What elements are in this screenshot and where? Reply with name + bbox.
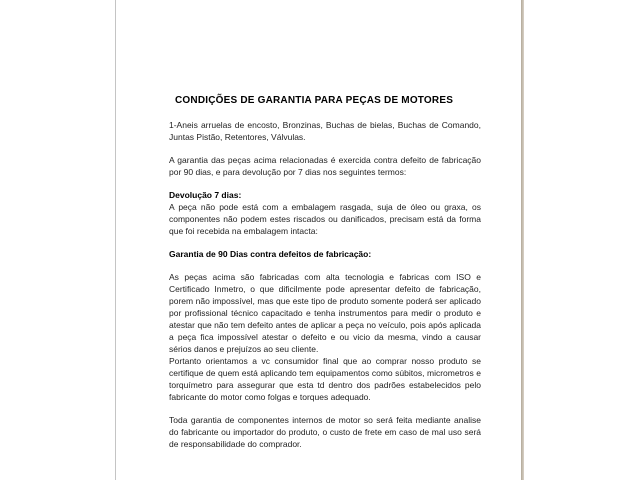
page-right-border [521, 0, 524, 480]
section-garantia-body-2: Portanto orientamos a vc consumidor final que ao comprar nosso produto se certifique de quem está aplicando tem equipamentos como súbitos, micrometros e torquímetro para assegurar que esta td dentro dos padrões estabelecidos pelo fabricante do motor como folgas e torques adequado. [169, 356, 481, 402]
page-left-border [115, 0, 116, 480]
section-heading-devolucao: Devolução 7 dias: [169, 190, 242, 200]
closing-note-paragraph: Toda garantia de componentes internos de motor so será feita mediante analise do fabricante ou importador do produto, o custo de frete em caso de mal uso será de responsabilidade do comprador. [169, 415, 481, 449]
section-garantia-90-dias [169, 248, 481, 403]
parts-list-paragraph: 1-Aneis arruelas de encosto, Bronzinas, Buchas de bielas, Buchas de Comando, Juntas Pistão, Retentores, Válvulas. [169, 120, 481, 142]
document-content [169, 95, 481, 450]
warranty-terms-intro-paragraph: A garantia das peças acima relacionadas é exercida contra defeito de fabricação por 90 dias, e para devolução por 7 dias nos seguintes termos: [169, 155, 481, 177]
section-garantia-body-1: As peças acima são fabricadas com alta tecnologia e fabricas com ISO e Certificado Inmetro, o que dificilmente pode apresentar defeito de fabricação, porem não impossível, mas que este tipo de produto somente poderá ser aplicado por profissional técnico capacitado e tenha instrumentos para medir o produto e atestar que não tem defeito antes de aplicar a peça no veículo, pois após aplicada a peça fica impossível atestar o defeito e ou vicio da mesma, vindo a causar sérios danos e prejuízos ao seu cliente. [169, 272, 481, 354]
section-devolucao-7-dias [169, 189, 481, 237]
section-devolucao-body: A peça não pode está com a embalagem rasgada, suja de óleo ou graxa, os componentes não podem estes riscados ou danificados, precisam está da forma que foi recebida na embalagem intacta: [169, 202, 481, 236]
document-title: CONDIÇÕES DE GARANTIA PARA PEÇAS DE MOTORES [175, 95, 454, 106]
section-heading-garantia: Garantia de 90 Dias contra defeitos de fabricação: [169, 249, 372, 259]
